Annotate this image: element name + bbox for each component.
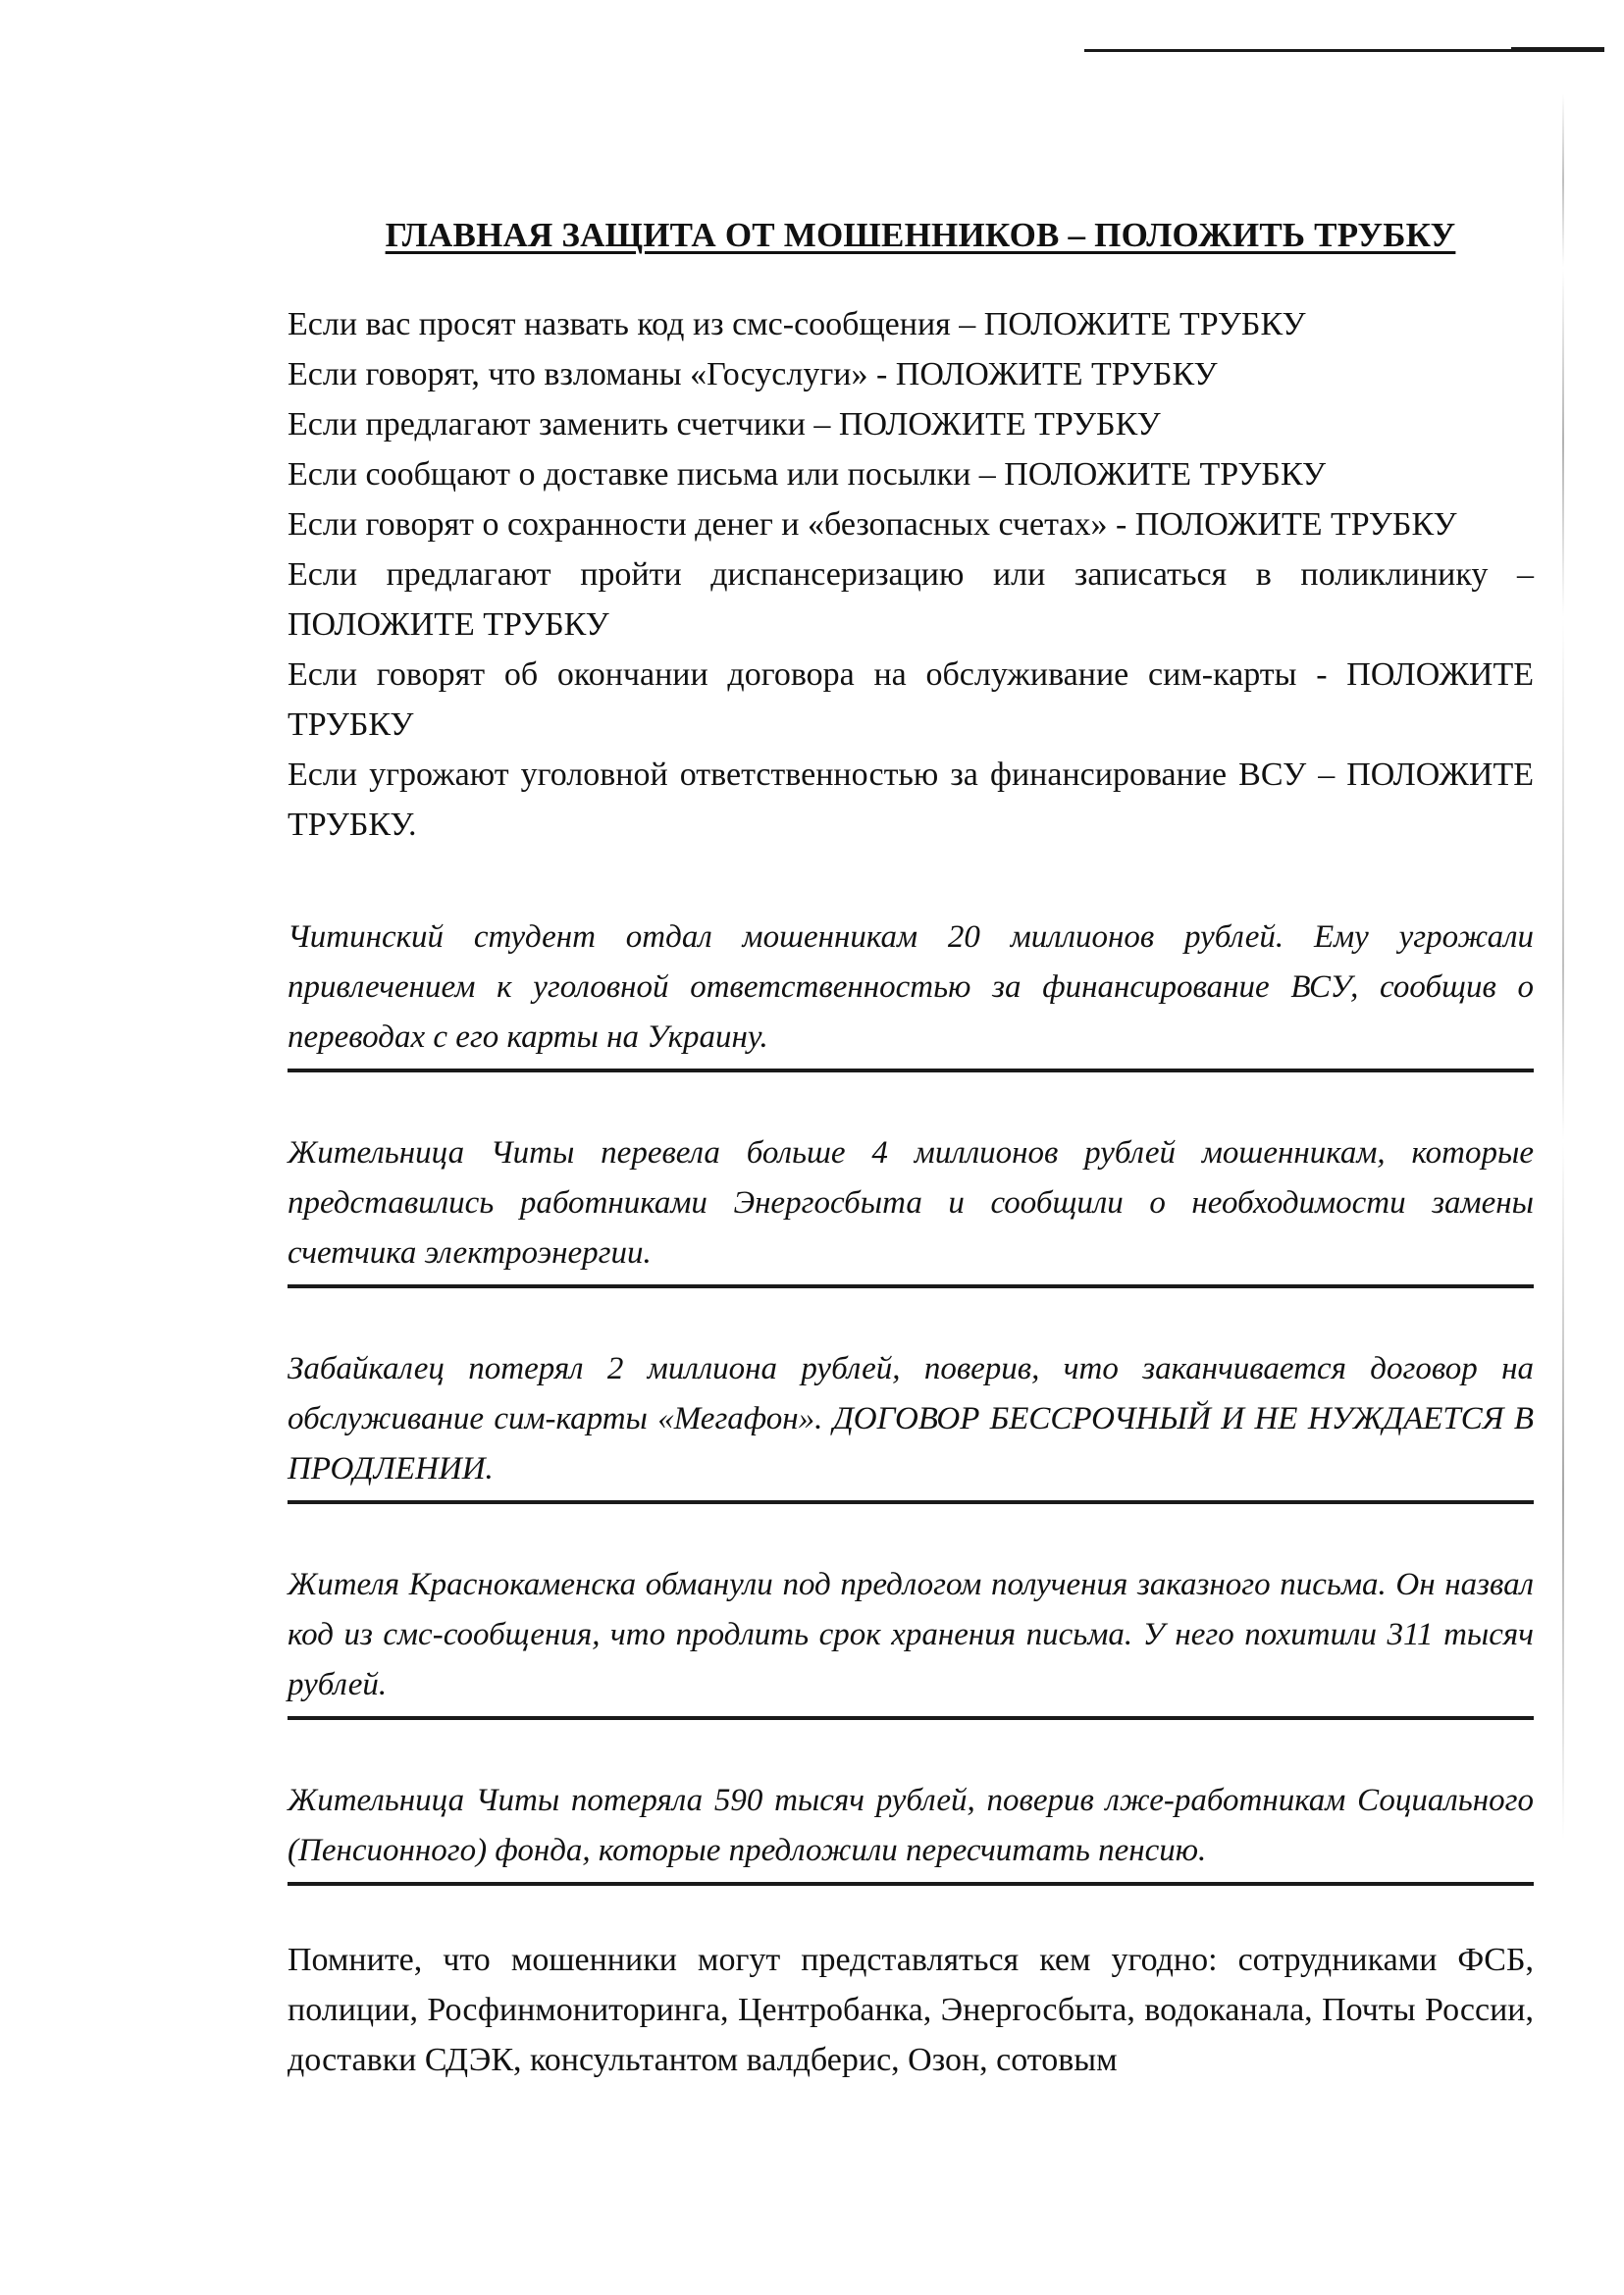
rule-condition: Если говорят о сохранности денег и «безопасных счетах» (288, 506, 1108, 543)
case-paragraph (288, 1752, 1534, 1886)
document-page (288, 216, 1534, 2118)
rule-action: ПОЛОЖИТЕ ТРУБКУ. (288, 756, 1534, 843)
rule-condition: Если говорят, что взломаны «Госуслуги» (288, 356, 868, 392)
case-paragraph (288, 889, 1534, 1072)
case-text: Жительница Читы потеряла 590 тысяч рублей, поверив лже-работникам Социального (Пенсионного) фонда, которые предложили пересчитать пенсию. (288, 1783, 1534, 1868)
rule-dash: – (1318, 756, 1336, 793)
rule-item (288, 499, 1534, 549)
rule-item (288, 650, 1534, 750)
rule-condition: Если предлагают заменить счетчики (288, 406, 806, 443)
warning-paragraph: Помните, что мошенники могут представляться кем угодно: сотрудниками ФСБ, полиции, Росфинмониторинга, Центробанка, Энергосбыта, водоканала, Почты России, доставки СДЭК, консультантом валдберис, Озон, сотовым (288, 1942, 1534, 2078)
case-paragraph (288, 1105, 1534, 1288)
case-emphasis: ДОГОВОР БЕССРОЧНЫЙ И НЕ НУЖДАЕТСЯ В ПРОДЛЕНИИ. (288, 1401, 1534, 1487)
case-text: Жителя Краснокаменска обманули под предлогом получения заказного письма. Он назвал код из смс-сообщения, что продлить срок хранения письма. У него похитили 311 тысяч рублей. (288, 1567, 1534, 1702)
page-title: ГЛАВНАЯ ЗАЩИТА ОТ МОШЕННИКОВ – ПОЛОЖИТЬ ТРУБКУ (385, 216, 1456, 254)
rule-item (288, 750, 1534, 850)
rule-dash: – (978, 456, 996, 493)
rule-item (288, 299, 1534, 349)
rule-item (288, 449, 1534, 499)
rule-action: ПОЛОЖИТЕ ТРУБКУ (895, 356, 1218, 392)
rule-action: ПОЛОЖИТЕ ТРУБКУ (1134, 506, 1457, 543)
case-paragraph (288, 1537, 1534, 1720)
rule-dash: - (875, 356, 888, 392)
rule-action: ПОЛОЖИТЕ ТРУБКУ (288, 656, 1535, 743)
rule-dash: – (813, 406, 831, 443)
rule-dash: - (1316, 656, 1328, 693)
rule-condition: Если предлагают пройти диспансеризацию или записаться в поликлинику (288, 556, 1489, 593)
rule-action: ПОЛОЖИТЕ ТРУБКУ (288, 606, 609, 643)
rule-item (288, 399, 1534, 449)
case-text: Жительница Читы перевела больше 4 миллионов рублей мошенникам, которые представились работниками Энергосбыта и сообщили о необходимости замены счетчика электроэнергии. (288, 1135, 1534, 1271)
scan-side-edge (1562, 93, 1564, 1840)
fraud-cases (288, 889, 1534, 1886)
case-paragraph (288, 1321, 1534, 1504)
rule-dash: – (1517, 556, 1534, 593)
rule-action: ПОЛОЖИТЕ ТРУБКУ (983, 306, 1306, 342)
rule-condition: Если сообщают о доставке письма или посылки (288, 456, 971, 493)
rule-action: ПОЛОЖИТЕ ТРУБКУ (838, 406, 1161, 443)
rule-dash: – (959, 306, 976, 342)
rule-condition: Если угрожают уголовной ответственностью за финансирование ВСУ (288, 756, 1307, 793)
rule-item (288, 349, 1534, 399)
rule-condition: Если вас просят назвать код из смс-сообщения (288, 306, 951, 342)
scan-edge-mark (1511, 47, 1604, 52)
rule-action: ПОЛОЖИТЕ ТРУБКУ (1004, 456, 1327, 493)
case-text: Читинский студент отдал мошенникам 20 миллионов рублей. Ему угрожали привлечением к уголовной ответственностью за финансирование ВСУ, сообщив о переводах с его карты на Украину. (288, 919, 1534, 1055)
case-text: Забайкалец потерял 2 миллиона рублей, поверив, что заканчивается договор на обслуживание сим-карты «Мегафон». (288, 1351, 1534, 1436)
rules-list (288, 299, 1534, 850)
rule-dash: - (1115, 506, 1127, 543)
rule-condition: Если говорят об окончании договора на обслуживание сим-карты (288, 656, 1297, 693)
rule-item (288, 549, 1534, 650)
